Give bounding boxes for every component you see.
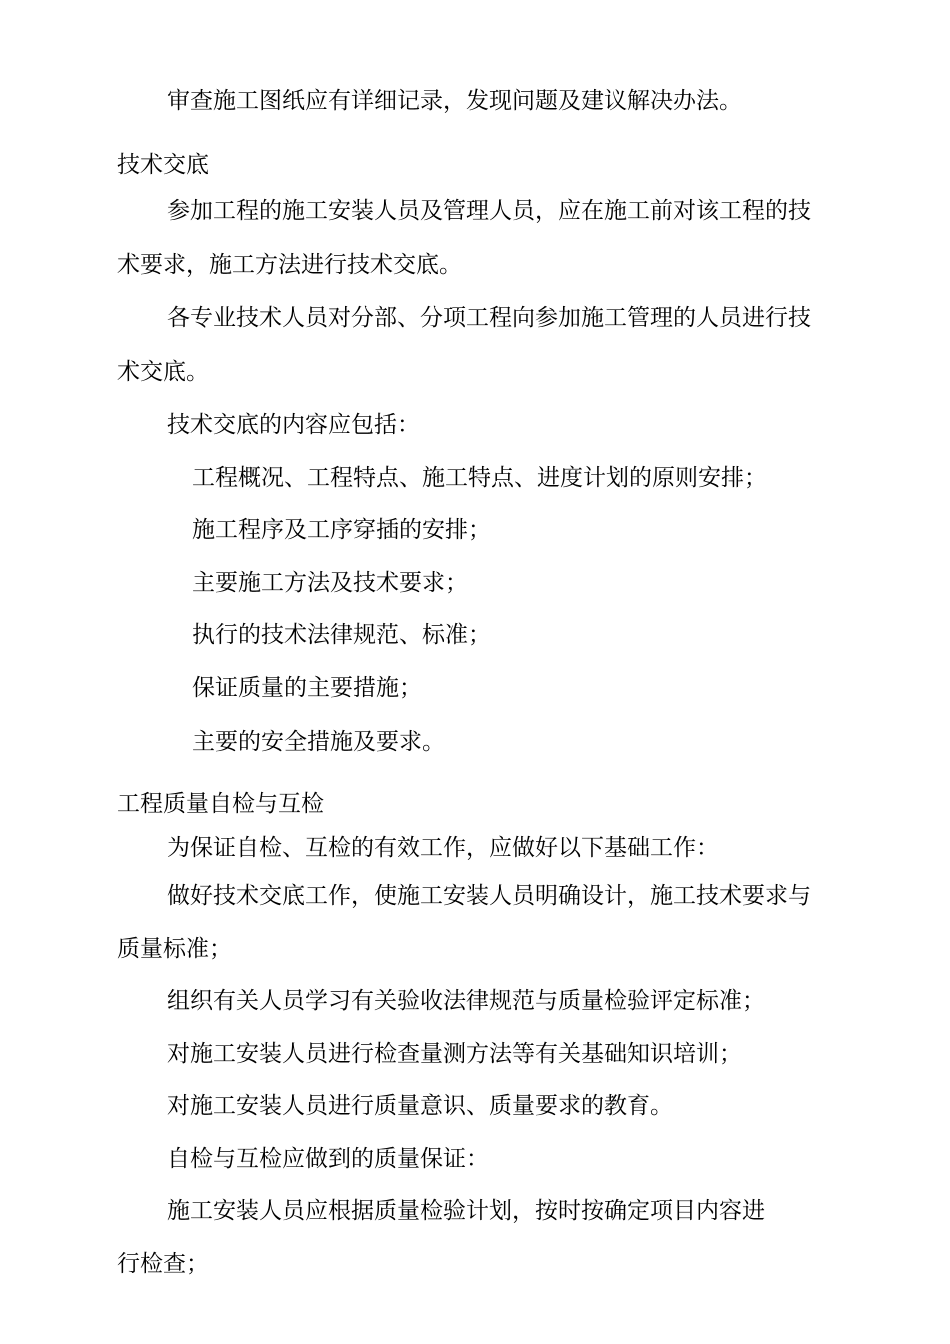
list-item: 执行的技术法律规范、标准； [192, 622, 491, 648]
paragraph-line: 组织有关人员学习有关验收法律规范与质量检验评定标准； [167, 988, 765, 1014]
section-heading-quality-check: 工程质量自检与互检 [117, 791, 324, 817]
paragraph-line: 对施工安装人员进行检查量测方法等有关基础知识培训； [167, 1041, 742, 1067]
paragraph-line: 施工安装人员应根据质量检验计划，按时按确定项目内容进 [167, 1198, 765, 1224]
list-item: 工程概况、工程特点、施工特点、进度计划的原则安排； [192, 465, 767, 491]
paragraph-line: 质量标准； [117, 936, 232, 962]
paragraph-line: 技术交底的内容应包括： [167, 412, 420, 438]
paragraph-line: 参加工程的施工安装人员及管理人员，应在施工前对该工程的技 [167, 198, 811, 224]
paragraph-line: 术要求，施工方法进行技术交底。 [117, 252, 462, 278]
paragraph-line: 做好技术交底工作，使施工安装人员明确设计，施工技术要求与 [167, 883, 811, 909]
paragraph-line: 审查施工图纸应有详细记录，发现问题及建议解决办法。 [167, 88, 742, 114]
paragraph-line: 术交底。 [117, 359, 209, 385]
paragraph-line: 为保证自检、互检的有效工作，应做好以下基础工作： [167, 835, 719, 861]
list-item: 施工程序及工序穿插的安排； [192, 517, 491, 543]
paragraph-line: 对施工安装人员进行质量意识、质量要求的教育。 [167, 1093, 673, 1119]
paragraph-line: 自检与互检应做到的质量保证： [167, 1146, 489, 1172]
list-item: 主要施工方法及技术要求； [192, 570, 468, 596]
paragraph-line: 各专业技术人员对分部、分项工程向参加施工管理的人员进行技 [167, 305, 811, 331]
list-item: 保证质量的主要措施； [192, 675, 422, 701]
paragraph-line: 行检查； [117, 1251, 209, 1277]
section-heading-technical-briefing: 技术交底 [117, 152, 209, 178]
list-item: 主要的安全措施及要求。 [192, 729, 445, 755]
